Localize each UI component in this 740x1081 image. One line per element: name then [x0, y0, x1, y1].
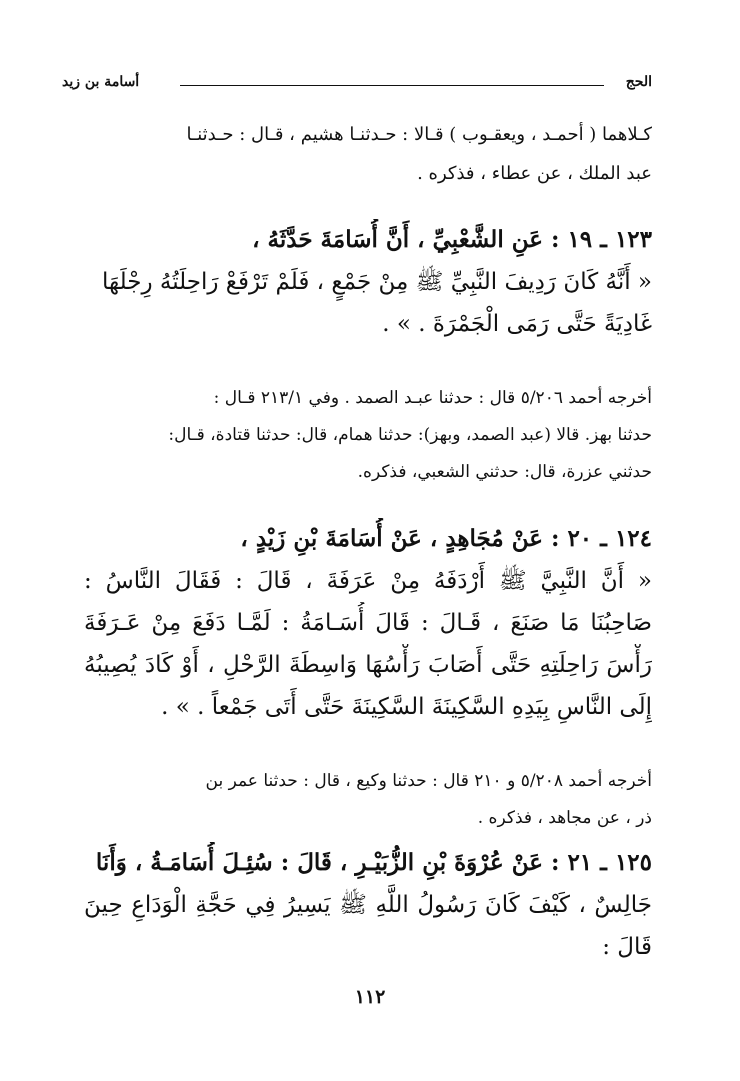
hadith-heading: ١٢٤ ـ ٢٠ : عَنْ مُجَاهِدٍ ، عَنْ أُسَامَةَ بْنِ زَيْدٍ ، — [240, 525, 652, 552]
takhrij-line: أخرجه أحمد ٥/٢٠٨ و ٢١٠ قال : حدثنا وكيع ، قال : حدثنا عمر بن — [205, 771, 652, 791]
takhrij-line: أخرجه أحمد ٥/٢٠٦ قال : حدثنا عبـد الصمد . وفي ٢١٣/١ قـال : — [213, 388, 652, 408]
hadith-124 — [84, 518, 652, 728]
text-line: عبد الملك ، عن عطاء ، فذكره . — [417, 163, 652, 184]
hadith-text-line: رَأْسَ رَاحِلَتِهِ حَتَّى أَصَابَ رَأْسُهَا وَاسِطَةَ الرَّحْلِ ، أَوْ كَادَ يُصِيبُهُ — [84, 652, 652, 678]
hadith-text-line: قَالَ : — [602, 934, 652, 960]
hadith-text-line: صَاحِبُنَا مَا صَنَعَ ، قَـالَ : قَالَ أُسَـامَةُ : لَمَّـا دَفَعَ مِنْ عَـرَفَةَ — [84, 610, 652, 636]
hadith-heading: ١٢٣ ـ ١٩ : عَنِ الشَّعْبِيِّ ، أَنَّ أُسَامَةَ حَدَّثَهُ ، — [252, 226, 652, 253]
takhrij-line: حدثني عزرة، قال: حدثني الشعبي، فذكره. — [357, 462, 652, 482]
hadith-123 — [84, 219, 652, 345]
hadith-text-line: « أَنَّهُ كَانَ رَدِيفَ النَّبِيِّ ﷺ مِنْ جَمْعٍ ، فَلَمْ تَرْفَعْ رَاحِلَتُهُ رِجْلَهَا — [102, 269, 652, 295]
takhrij-line: حدثنا بهز. قالا (عبد الصمد، وبهز): حدثنا همام، قال: حدثنا قتادة، قـال: — [168, 425, 652, 445]
source-continuation — [84, 115, 652, 193]
hadith-text-line: غَادِيَةً حَتَّى رَمَى الْجَمْرَةَ . » . — [382, 311, 652, 337]
hadith-text-line: إِلَى النَّاسِ بِيَدِهِ السَّكِينَةَ السَّكِينَةَ حَتَّى أَتَى جَمْعاً . » . — [161, 694, 652, 720]
takhrij-line: ذر ، عن مجاهد ، فذكره . — [477, 808, 652, 828]
hadith-text-line: جَالِسٌ ، كَيْفَ كَانَ رَسُولُ اللَّهِ ﷺ يَسِيرُ فِي حَجَّةِ الْوَدَاعِ حِينَ — [84, 892, 652, 918]
hadith-125 — [84, 842, 652, 968]
chapter-title: الحج — [625, 74, 652, 90]
hadith-text-line: « أَنَّ النَّبِيَّ ﷺ أَرْدَفَهُ مِنْ عَرَفَةَ ، قَالَ : فَقَالَ النَّاسُ : — [84, 568, 652, 594]
running-header — [62, 74, 652, 98]
takhrij-123 — [84, 380, 652, 491]
hadith-heading: ١٢٥ ـ ٢١ : عَنْ عُرْوَةَ بْنِ الزُّبَيْـرِ ، قَالَ : سُئِـلَ أُسَامَـةُ ، وَأَنَا — [95, 849, 652, 876]
takhrij-124 — [84, 763, 652, 837]
header-rule — [180, 85, 604, 86]
page-number: ١١٢ — [354, 986, 386, 1008]
text-line: كـلاهما ( أحمـد ، ويعقـوب ) قـالا : حـدثنـا هشيم ، قـال : حـدثنـا — [186, 124, 652, 145]
section-title: أسامة بن زيد — [62, 74, 140, 90]
